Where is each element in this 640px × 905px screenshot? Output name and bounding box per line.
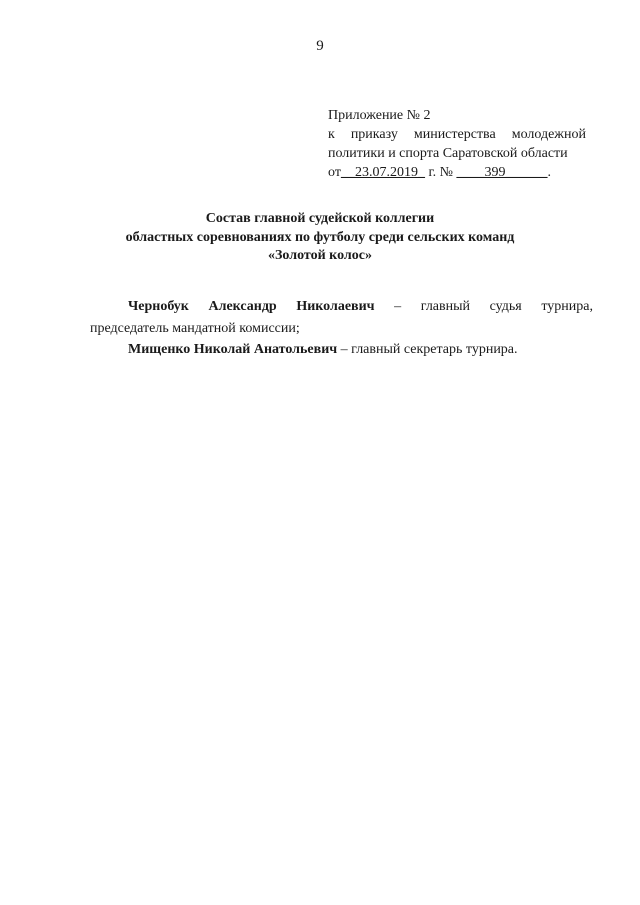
title-line-3: «Золотой колос» — [268, 248, 372, 263]
appendix-title: Приложение № 2 — [328, 108, 431, 123]
appendix-date-line — [328, 163, 586, 182]
order-number: ____399______ — [456, 165, 548, 180]
document-title — [0, 210, 640, 266]
appendix-word: молодежной — [511, 127, 586, 142]
member-role: – главный секретарь турнира. — [337, 342, 518, 357]
member-entry — [90, 296, 593, 339]
member-role-word: турнира, — [541, 299, 593, 314]
appendix-ministry-line: политики и спорта Саратовской области — [328, 146, 568, 161]
members-list — [90, 296, 593, 361]
date-mid: г. № — [424, 165, 457, 180]
member-name-word: Николаевич — [296, 299, 375, 314]
page-number: 9 — [316, 38, 324, 54]
appendix-word: приказу — [350, 127, 398, 142]
member-name-word: Чернобук — [128, 299, 189, 314]
member-role-continuation: председатель мандатной комиссии; — [90, 320, 300, 336]
date-prefix: от — [328, 165, 341, 180]
member-line — [90, 339, 593, 361]
title-line-2: областных соревнованиях по футболу среди сельских команд — [125, 229, 515, 245]
appendix-order-line — [328, 125, 586, 144]
member-name-word: Александр — [208, 299, 277, 314]
title-line-1: Состав главной судейской коллегии — [205, 211, 435, 226]
member-first-line — [90, 296, 593, 318]
member-name: Мищенко Николай Анатольевич — [128, 342, 338, 357]
member-entry — [90, 339, 593, 361]
order-date: __23.07.2019_ — [340, 165, 425, 180]
date-suffix: . — [547, 165, 551, 180]
member-role-word: судья — [489, 299, 522, 314]
member-role-word: главный — [420, 299, 471, 314]
member-role-word: – — [394, 299, 402, 314]
appendix-header — [328, 106, 586, 182]
appendix-word: министерства — [413, 127, 496, 142]
appendix-word: к — [328, 127, 335, 142]
